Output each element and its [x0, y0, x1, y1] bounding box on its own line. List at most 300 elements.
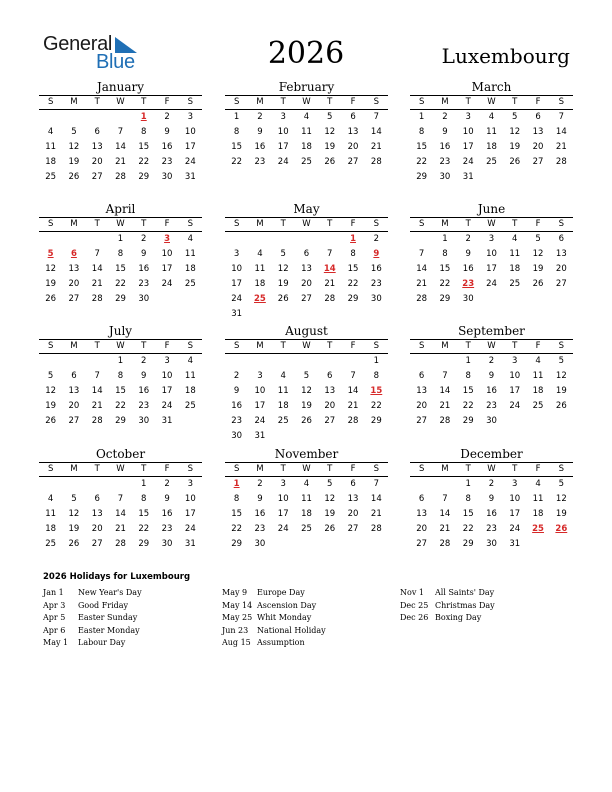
- week-row: [410, 277, 573, 292]
- day-cell: 16: [486, 386, 497, 396]
- day-cell: 8: [465, 494, 471, 504]
- weekday-header: [225, 217, 388, 232]
- day-cell: 8: [350, 249, 356, 259]
- empty-day-cell: [550, 170, 573, 185]
- week-row: [39, 477, 202, 492]
- day-cell: 17: [161, 386, 173, 396]
- week-row: [39, 110, 202, 125]
- week-row: [410, 125, 573, 140]
- week-row: [39, 369, 202, 384]
- day-cell: 15: [439, 264, 451, 274]
- month-title: December: [460, 447, 523, 461]
- month-title: June: [477, 202, 506, 216]
- day-cell: 27: [301, 294, 312, 304]
- day-cell: 22: [115, 401, 126, 411]
- day-cell: 4: [488, 112, 495, 122]
- week-row: [410, 232, 573, 247]
- weekday-label: S: [233, 341, 240, 351]
- day-cell: 30: [231, 431, 243, 441]
- weekday-label: M: [441, 219, 449, 229]
- day-cell: 10: [486, 249, 497, 259]
- weekday-header: [39, 339, 202, 354]
- weekday-label: T: [94, 464, 100, 474]
- weekday-header: [39, 462, 202, 477]
- empty-day-cell: [155, 292, 178, 307]
- weekday-label: T: [94, 97, 100, 107]
- week-row: [225, 262, 388, 277]
- day-cell: 10: [277, 127, 289, 137]
- empty-day-cell: [433, 354, 456, 369]
- page-header: [0, 0, 612, 80]
- day-cell: 21: [439, 401, 451, 411]
- week-row: [39, 354, 202, 369]
- empty-day-cell: [86, 477, 109, 492]
- week-row: [225, 292, 388, 307]
- day-cell: 15: [231, 142, 243, 152]
- day-cell: 31: [462, 172, 474, 182]
- day-cell: 24: [277, 157, 289, 167]
- day-cell: 19: [68, 524, 80, 534]
- day-cell: 21: [347, 401, 359, 411]
- holiday-day-cell: 25: [532, 524, 544, 534]
- month-july: [39, 324, 202, 429]
- holiday-item: [222, 600, 326, 613]
- day-cell: 12: [45, 264, 57, 274]
- day-cell: 21: [416, 279, 428, 289]
- day-cell: 17: [462, 142, 474, 152]
- week-row: [410, 262, 573, 277]
- day-cell: 22: [115, 279, 126, 289]
- day-cell: 10: [184, 494, 196, 504]
- weekday-label: S: [373, 464, 380, 474]
- day-cell: 6: [418, 371, 425, 381]
- day-cell: 8: [233, 494, 240, 504]
- day-cell: 28: [416, 294, 428, 304]
- day-cell: 22: [231, 157, 243, 167]
- day-cell: 18: [45, 524, 57, 534]
- day-cell: 24: [462, 157, 474, 167]
- week-row: [39, 277, 202, 292]
- weekday-label: F: [164, 97, 170, 107]
- holiday-item: [400, 600, 495, 613]
- day-cell: 6: [350, 112, 356, 122]
- day-cell: 9: [257, 127, 263, 137]
- weekday-header: [225, 339, 388, 354]
- holiday-day-cell: 26: [555, 524, 568, 534]
- week-row: [410, 399, 573, 414]
- holiday-list: [43, 572, 583, 657]
- day-cell: 27: [91, 539, 103, 549]
- empty-day-cell: [86, 110, 109, 125]
- day-cell: 5: [327, 112, 333, 122]
- weekday-label: S: [233, 219, 240, 229]
- day-cell: 2: [373, 234, 380, 244]
- day-cell: 11: [45, 142, 57, 152]
- day-cell: 7: [373, 479, 380, 489]
- day-cell: 1: [141, 479, 147, 489]
- day-cell: 22: [138, 157, 150, 167]
- day-cell: 22: [370, 401, 382, 411]
- day-cell: 31: [184, 172, 196, 182]
- week-row: [39, 232, 202, 247]
- holiday-day-cell: 23: [462, 279, 475, 289]
- weekday-label: F: [535, 97, 541, 107]
- day-cell: 11: [532, 371, 544, 381]
- day-cell: 28: [347, 416, 359, 426]
- holiday-item: [43, 625, 142, 638]
- day-cell: 12: [555, 494, 567, 504]
- weekday-label: S: [233, 97, 240, 107]
- day-cell: 25: [184, 401, 196, 411]
- weekday-label: F: [350, 341, 356, 351]
- week-row: [410, 522, 573, 537]
- weekday-label: M: [70, 219, 78, 229]
- empty-day-cell: [480, 170, 503, 185]
- day-cell: 21: [439, 524, 451, 534]
- day-cell: 31: [184, 539, 196, 549]
- day-cell: 13: [301, 264, 312, 274]
- day-cell: 24: [254, 416, 266, 426]
- week-row: [225, 522, 388, 537]
- day-cell: 26: [555, 401, 567, 411]
- empty-day-cell: [39, 232, 62, 247]
- day-cell: 10: [184, 127, 196, 137]
- day-cell: 18: [301, 142, 312, 152]
- day-cell: 2: [465, 234, 471, 244]
- day-cell: 13: [324, 386, 336, 396]
- day-cell: 1: [117, 234, 124, 244]
- empty-day-cell: [62, 477, 85, 492]
- day-cell: 8: [117, 249, 124, 259]
- week-row: [225, 477, 388, 492]
- day-cell: 21: [370, 142, 382, 152]
- weekday-label: T: [141, 219, 147, 229]
- day-cell: 12: [68, 142, 80, 152]
- day-cell: 12: [324, 494, 336, 504]
- week-row: [39, 492, 202, 507]
- week-row: [225, 277, 388, 292]
- day-cell: 28: [115, 539, 126, 549]
- holiday-day-cell: 1: [233, 479, 240, 489]
- day-cell: 16: [161, 509, 173, 519]
- day-cell: 27: [347, 524, 359, 534]
- day-cell: 26: [277, 294, 289, 304]
- weekday-header: [39, 217, 202, 232]
- day-cell: 22: [231, 524, 243, 534]
- day-cell: 3: [257, 371, 263, 381]
- day-cell: 10: [231, 264, 243, 274]
- month-title: July: [108, 324, 133, 338]
- week-row: [225, 232, 388, 247]
- holiday-date: Apr 5: [43, 613, 66, 622]
- day-cell: 13: [347, 127, 359, 137]
- weekday-label: W: [116, 341, 125, 351]
- holiday-date: Dec 26: [400, 613, 429, 622]
- day-cell: 4: [257, 249, 263, 259]
- day-cell: 14: [91, 386, 103, 396]
- day-cell: 11: [45, 509, 57, 519]
- day-cell: 3: [512, 479, 518, 489]
- day-cell: 13: [416, 509, 428, 519]
- holiday-date: Dec 25: [400, 600, 429, 610]
- day-cell: 7: [117, 494, 124, 504]
- day-cell: 19: [324, 509, 336, 519]
- day-cell: 4: [47, 494, 54, 504]
- day-cell: 25: [277, 416, 289, 426]
- empty-day-cell: [39, 477, 62, 492]
- weekday-label: F: [535, 464, 541, 474]
- day-cell: 13: [416, 386, 428, 396]
- day-cell: 31: [254, 431, 266, 441]
- day-cell: 17: [509, 386, 521, 396]
- day-cell: 18: [301, 509, 312, 519]
- weekday-label: S: [418, 219, 425, 229]
- day-cell: 7: [327, 249, 333, 259]
- day-cell: 15: [347, 264, 359, 274]
- weekday-label: T: [327, 97, 333, 107]
- weekday-label: S: [558, 97, 565, 107]
- holiday-item: [222, 612, 326, 625]
- day-cell: 19: [301, 401, 312, 411]
- weekday-label: S: [418, 97, 425, 107]
- empty-day-cell: [365, 537, 388, 552]
- empty-day-cell: [341, 307, 364, 322]
- day-cell: 4: [303, 112, 310, 122]
- day-cell: 22: [416, 157, 428, 167]
- day-cell: 3: [280, 479, 286, 489]
- day-cell: 28: [324, 294, 336, 304]
- day-cell: 21: [324, 279, 336, 289]
- day-cell: 6: [71, 371, 77, 381]
- day-cell: 30: [370, 294, 382, 304]
- empty-day-cell: [272, 354, 295, 369]
- weekday-label: F: [350, 464, 356, 474]
- day-cell: 7: [350, 371, 356, 381]
- day-cell: 5: [47, 371, 54, 381]
- weekday-label: T: [465, 341, 471, 351]
- day-cell: 6: [535, 112, 541, 122]
- weekday-label: T: [141, 341, 147, 351]
- holiday-name: Europe Day: [257, 588, 305, 597]
- day-cell: 1: [465, 479, 471, 489]
- day-cell: 21: [91, 401, 103, 411]
- weekday-label: S: [418, 464, 425, 474]
- holiday-item: [400, 612, 495, 625]
- day-cell: 19: [45, 279, 57, 289]
- holiday-date: Apr 3: [43, 600, 66, 610]
- day-cell: 11: [277, 386, 289, 396]
- day-cell: 19: [555, 386, 567, 396]
- day-cell: 27: [416, 539, 428, 549]
- week-row: [410, 369, 573, 384]
- holiday-date: Aug 15: [222, 638, 251, 647]
- day-cell: 26: [68, 172, 80, 182]
- empty-day-cell: [86, 354, 109, 369]
- day-cell: 27: [68, 416, 80, 426]
- day-cell: 20: [324, 401, 336, 411]
- day-cell: 13: [91, 142, 103, 152]
- day-cell: 15: [416, 142, 428, 152]
- weekday-header: [410, 339, 573, 354]
- empty-day-cell: [318, 429, 341, 444]
- day-cell: 11: [486, 127, 497, 137]
- holiday-date: Nov 1: [400, 588, 424, 597]
- day-cell: 27: [324, 416, 336, 426]
- day-cell: 23: [486, 524, 497, 534]
- day-cell: 2: [257, 112, 263, 122]
- empty-day-cell: [109, 110, 132, 125]
- weekday-label: F: [164, 341, 170, 351]
- weekday-label: M: [256, 219, 264, 229]
- weekday-label: M: [70, 341, 78, 351]
- day-cell: 2: [488, 356, 495, 366]
- empty-day-cell: [272, 429, 295, 444]
- month-title: August: [285, 324, 328, 338]
- day-cell: 2: [257, 479, 263, 489]
- holiday-day-cell: 15: [370, 386, 383, 396]
- day-cell: 19: [509, 142, 521, 152]
- day-cell: 19: [555, 509, 567, 519]
- month-title: May: [293, 202, 320, 216]
- day-cell: 5: [303, 371, 310, 381]
- logo-text-blue: Blue: [96, 51, 135, 73]
- day-cell: 11: [184, 249, 196, 259]
- weekday-label: T: [512, 219, 518, 229]
- day-cell: 10: [161, 371, 173, 381]
- weekday-label: M: [256, 341, 264, 351]
- day-cell: 5: [558, 356, 565, 366]
- day-cell: 25: [532, 401, 544, 411]
- day-cell: 28: [91, 416, 103, 426]
- empty-day-cell: [109, 477, 132, 492]
- week-row: [225, 507, 388, 522]
- day-cell: 19: [68, 157, 80, 167]
- empty-day-cell: [295, 307, 318, 322]
- day-cell: 30: [439, 172, 451, 182]
- day-cell: 9: [233, 386, 240, 396]
- weekday-label: W: [116, 464, 125, 474]
- day-cell: 30: [254, 539, 266, 549]
- day-cell: 7: [442, 494, 448, 504]
- holiday-item: [43, 637, 142, 650]
- day-cell: 17: [254, 401, 266, 411]
- weekday-label: F: [535, 341, 541, 351]
- day-cell: 4: [535, 479, 541, 489]
- empty-day-cell: [62, 354, 85, 369]
- empty-day-cell: [480, 292, 503, 307]
- week-row: [39, 384, 202, 399]
- day-cell: 21: [91, 279, 103, 289]
- empty-day-cell: [272, 307, 295, 322]
- weekday-label: T: [327, 219, 333, 229]
- day-cell: 23: [486, 401, 497, 411]
- weekday-header: [225, 95, 388, 110]
- weekday-label: S: [47, 464, 54, 474]
- day-cell: 14: [347, 386, 359, 396]
- weekday-label: S: [187, 97, 194, 107]
- weekday-label: F: [350, 219, 356, 229]
- day-cell: 30: [486, 539, 497, 549]
- day-cell: 28: [555, 157, 567, 167]
- holiday-name: National Holiday: [257, 625, 326, 635]
- weekday-label: T: [280, 341, 286, 351]
- empty-day-cell: [179, 292, 202, 307]
- day-cell: 5: [512, 112, 518, 122]
- day-cell: 1: [373, 356, 380, 366]
- weekday-label: S: [373, 341, 380, 351]
- day-cell: 3: [280, 112, 286, 122]
- day-cell: 12: [555, 371, 567, 381]
- day-cell: 15: [138, 142, 150, 152]
- weekday-label: M: [441, 341, 449, 351]
- day-cell: 8: [141, 494, 147, 504]
- day-cell: 9: [164, 494, 170, 504]
- day-cell: 18: [486, 142, 497, 152]
- empty-day-cell: [526, 537, 549, 552]
- day-cell: 20: [301, 279, 312, 289]
- day-cell: 8: [442, 249, 448, 259]
- day-cell: 4: [303, 479, 310, 489]
- holiday-date: Jan 1: [43, 588, 64, 597]
- day-cell: 30: [138, 294, 150, 304]
- day-cell: 4: [187, 234, 194, 244]
- day-cell: 28: [115, 172, 126, 182]
- day-cell: 22: [347, 279, 359, 289]
- day-cell: 20: [91, 524, 103, 534]
- empty-day-cell: [410, 477, 433, 492]
- day-cell: 24: [509, 524, 521, 534]
- day-cell: 13: [555, 249, 567, 259]
- month-november: [225, 447, 388, 552]
- day-cell: 1: [117, 356, 124, 366]
- weekday-label: S: [47, 219, 54, 229]
- day-cell: 11: [184, 371, 196, 381]
- day-cell: 1: [233, 112, 240, 122]
- weekday-label: S: [187, 341, 194, 351]
- day-cell: 28: [370, 157, 382, 167]
- day-cell: 26: [45, 416, 57, 426]
- day-cell: 17: [161, 264, 173, 274]
- week-row: [39, 262, 202, 277]
- empty-day-cell: [318, 307, 341, 322]
- day-cell: 28: [439, 416, 451, 426]
- day-cell: 19: [532, 264, 544, 274]
- weekday-label: T: [465, 219, 471, 229]
- weekday-label: T: [94, 341, 100, 351]
- country-name: Luxembourg: [441, 44, 570, 68]
- empty-day-cell: [272, 537, 295, 552]
- holiday-day-cell: 1: [350, 234, 356, 244]
- day-cell: 27: [68, 294, 80, 304]
- empty-day-cell: [295, 537, 318, 552]
- day-cell: 18: [532, 386, 544, 396]
- week-row: [225, 369, 388, 384]
- week-row: [410, 110, 573, 125]
- holiday-column: [400, 587, 495, 625]
- weekday-label: T: [280, 464, 286, 474]
- week-row: [410, 170, 573, 185]
- day-cell: 4: [535, 356, 541, 366]
- weekday-label: W: [302, 464, 311, 474]
- day-cell: 23: [439, 157, 451, 167]
- day-cell: 30: [486, 416, 497, 426]
- empty-day-cell: [295, 232, 318, 247]
- day-cell: 12: [301, 386, 312, 396]
- week-row: [39, 522, 202, 537]
- week-row: [225, 429, 388, 444]
- weekday-label: T: [280, 219, 286, 229]
- day-cell: 11: [301, 127, 312, 137]
